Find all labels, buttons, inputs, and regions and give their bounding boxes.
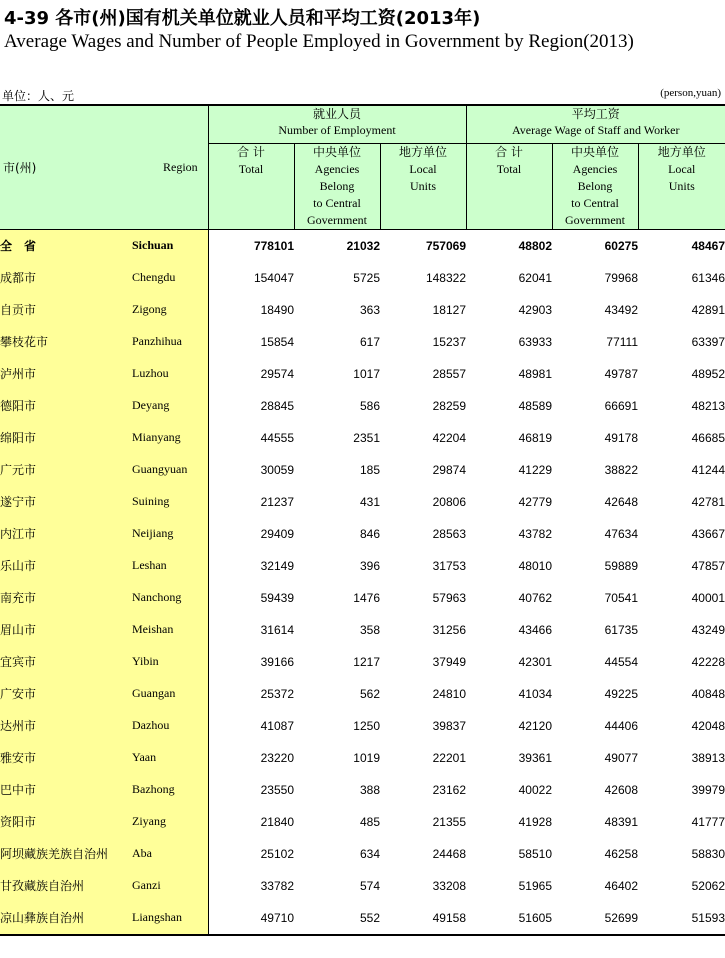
row-value: 552 <box>294 902 380 935</box>
row-value: 44406 <box>604 718 638 733</box>
row-value: 358 <box>359 622 380 637</box>
header-region: Region <box>132 105 208 229</box>
row-value: 24810 <box>432 686 466 701</box>
unit-label-cn: 单位：人、元 <box>2 89 75 103</box>
row-value: 23220 <box>260 750 294 765</box>
row-city-name: 眉山市 <box>0 614 132 646</box>
row-value: 63397 <box>691 334 725 349</box>
row-value: 33782 <box>260 878 294 893</box>
row-region-name: Nanchong <box>132 582 208 614</box>
row-region-name: Yibin <box>132 646 208 678</box>
table-row <box>0 294 725 326</box>
row-value: 49077 <box>604 750 638 765</box>
header-central-cn: 中央单位 <box>312 144 361 159</box>
table-row <box>0 229 725 262</box>
row-value: 42891 <box>691 302 725 317</box>
unit-label-en: (person,yuan) <box>660 87 721 99</box>
row-value: 30059 <box>260 462 294 477</box>
row-value: 40022 <box>518 782 552 797</box>
header-emp-local <box>380 143 466 229</box>
table-row <box>0 518 725 550</box>
row-value: 1217 <box>353 654 380 669</box>
row-region-name: Guangyuan <box>132 454 208 486</box>
table-row <box>0 582 725 614</box>
header-central-en-1: Agencies <box>314 161 360 176</box>
row-value: 39361 <box>518 750 552 765</box>
row-value: 46685 <box>691 430 725 445</box>
row-value: 1250 <box>353 718 380 733</box>
row-value: 24468 <box>432 846 466 861</box>
row-value: 846 <box>359 526 380 541</box>
row-value: 41034 <box>518 686 552 701</box>
table-row <box>0 838 725 870</box>
row-value: 154047 <box>253 270 294 285</box>
header-wage-central-en-4: Government <box>565 212 625 227</box>
row-city-name: 乐山市 <box>0 550 132 582</box>
row-value: 757069 <box>425 238 466 253</box>
row-value: 22201 <box>432 750 466 765</box>
row-value: 42228 <box>691 654 725 669</box>
table-row <box>0 614 725 646</box>
row-value: 47634 <box>604 526 638 541</box>
header-wage-cn: 平均工资 <box>571 107 620 121</box>
header-wage-total-en: Total <box>496 161 522 176</box>
row-region-name: Zigong <box>132 294 208 326</box>
row-value: 59439 <box>260 590 294 605</box>
row-value: 1476 <box>353 590 380 605</box>
row-city-name: 德阳市 <box>0 390 132 422</box>
row-region-name: Suining <box>132 486 208 518</box>
table-row <box>0 742 725 774</box>
row-city-name: 遂宁市 <box>0 486 132 518</box>
row-city-name: 成都市 <box>0 262 132 294</box>
row-value: 48981 <box>518 366 552 381</box>
row-value: 40848 <box>691 686 725 701</box>
header-wage-central-en-2: Belong <box>577 178 613 193</box>
row-value: 431 <box>359 494 380 509</box>
header-total-en: Total <box>238 161 264 176</box>
row-value: 29574 <box>260 366 294 381</box>
row-value: 485 <box>359 814 380 829</box>
row-value: 43782 <box>518 526 552 541</box>
row-city-name: 攀枝花市 <box>0 326 132 358</box>
row-region-name: Luzhou <box>132 358 208 390</box>
row-city-name: 泸州市 <box>0 358 132 390</box>
row-region-name: Yaan <box>132 742 208 774</box>
row-value: 41229 <box>518 462 552 477</box>
header-wage-local <box>638 143 725 229</box>
row-city-name: 南充市 <box>0 582 132 614</box>
row-value: 18490 <box>260 302 294 317</box>
row-value: 574 <box>359 878 380 893</box>
row-value: 38822 <box>604 462 638 477</box>
header-emp-total <box>208 143 294 229</box>
row-value: 148322 <box>425 270 466 285</box>
header-city: 市(州) <box>0 105 132 229</box>
row-value: 778101 <box>253 238 294 253</box>
row-value: 185 <box>359 462 380 477</box>
row-value: 42648 <box>604 494 638 509</box>
row-value: 48802 <box>518 238 552 253</box>
row-region-name: Panzhihua <box>132 326 208 358</box>
row-value: 77111 <box>606 334 638 349</box>
row-value: 23162 <box>432 782 466 797</box>
data-table <box>0 104 725 936</box>
row-value: 15854 <box>260 334 294 349</box>
table-row <box>0 262 725 294</box>
header-employment-en: Number of Employment <box>278 123 396 137</box>
row-value: 60275 <box>604 238 638 253</box>
row-value: 46258 <box>604 846 638 861</box>
header-wage-local-cn: 地方单位 <box>657 144 706 159</box>
row-value: 42779 <box>518 494 552 509</box>
row-city-name: 巴中市 <box>0 774 132 806</box>
row-region-name: Sichuan <box>132 229 208 262</box>
header-employment <box>208 105 466 143</box>
table-row <box>0 646 725 678</box>
row-value: 43466 <box>518 622 552 637</box>
header-employment-cn: 就业人员 <box>312 107 361 121</box>
row-region-name: Ganzi <box>132 870 208 902</box>
row-value: 31753 <box>432 558 466 573</box>
header-wage-total <box>466 143 552 229</box>
header-wage-central-cn: 中央单位 <box>570 144 619 159</box>
header-wage-central-en-1: Agencies <box>572 161 618 176</box>
row-value: 51605 <box>466 902 552 935</box>
row-region-name: Chengdu <box>132 262 208 294</box>
row-value: 28845 <box>260 398 294 413</box>
page-title-cn: 4-39 各市(州)国有机关单位就业人员和平均工资(2013年) <box>4 8 481 29</box>
row-value: 39837 <box>432 718 466 733</box>
row-value: 58830 <box>691 846 725 861</box>
row-city-name: 资阳市 <box>0 806 132 838</box>
row-value: 49158 <box>380 902 466 935</box>
row-value: 29409 <box>260 526 294 541</box>
header-central-en-2: Belong <box>319 178 355 193</box>
row-value: 363 <box>359 302 380 317</box>
row-city-name: 自贡市 <box>0 294 132 326</box>
row-value: 61346 <box>691 270 725 285</box>
page-title-en: Average Wages and Number of People Employed in Government by Region(2013) <box>4 31 634 52</box>
row-value: 5725 <box>353 270 380 285</box>
row-region-name: Aba <box>132 838 208 870</box>
row-value: 44554 <box>604 654 638 669</box>
row-value: 20806 <box>432 494 466 509</box>
row-value: 43492 <box>604 302 638 317</box>
header-wage-en: Average Wage of Staff and Worker <box>512 123 680 137</box>
row-value: 1017 <box>353 366 380 381</box>
row-value: 42301 <box>518 654 552 669</box>
table-row <box>0 774 725 806</box>
table-row <box>0 358 725 390</box>
row-value: 41244 <box>691 462 725 477</box>
table-row <box>0 806 725 838</box>
row-value: 41087 <box>260 718 294 733</box>
row-value: 21355 <box>432 814 466 829</box>
row-city-name: 绵阳市 <box>0 422 132 454</box>
row-value: 28563 <box>432 526 466 541</box>
row-value: 2351 <box>353 430 380 445</box>
row-value: 38913 <box>691 750 725 765</box>
row-value: 41928 <box>518 814 552 829</box>
row-region-name: Dazhou <box>132 710 208 742</box>
row-city-name: 宜宾市 <box>0 646 132 678</box>
header-central-en-3: to Central <box>313 195 361 210</box>
table-row <box>0 326 725 358</box>
row-region-name: Bazhong <box>132 774 208 806</box>
row-city-name: 广元市 <box>0 454 132 486</box>
header-total-cn: 合 计 <box>237 144 265 159</box>
row-value: 586 <box>359 398 380 413</box>
row-value: 48589 <box>518 398 552 413</box>
row-value: 49710 <box>208 902 294 935</box>
row-value: 18127 <box>432 302 466 317</box>
row-value: 42608 <box>604 782 638 797</box>
row-value: 58510 <box>518 846 552 861</box>
row-value: 48213 <box>691 398 725 413</box>
row-value: 61735 <box>604 622 638 637</box>
row-city-name: 全省 <box>0 229 132 262</box>
table-row <box>0 678 725 710</box>
row-value: 62041 <box>518 270 552 285</box>
row-value: 28259 <box>432 398 466 413</box>
row-value: 46819 <box>518 430 552 445</box>
row-value: 52699 <box>552 902 638 935</box>
header-wage <box>466 105 725 143</box>
row-value: 562 <box>359 686 380 701</box>
row-value: 23550 <box>260 782 294 797</box>
row-city-name: 甘孜藏族自治州 <box>0 870 132 902</box>
row-value: 48391 <box>604 814 638 829</box>
row-value: 44555 <box>260 430 294 445</box>
row-value: 33208 <box>432 878 466 893</box>
header-local-en-1: Local <box>409 161 437 176</box>
table-row <box>0 422 725 454</box>
row-value: 51593 <box>638 902 725 935</box>
row-value: 32149 <box>260 558 294 573</box>
row-value: 42903 <box>518 302 552 317</box>
row-region-name: Ziyang <box>132 806 208 838</box>
table-row <box>0 710 725 742</box>
row-value: 52062 <box>691 878 725 893</box>
header-emp-central <box>294 143 380 229</box>
row-region-name: Leshan <box>132 550 208 582</box>
row-region-name: Mianyang <box>132 422 208 454</box>
row-value: 79968 <box>604 270 638 285</box>
row-value: 634 <box>359 846 380 861</box>
row-value: 49225 <box>604 686 638 701</box>
header-wage-central <box>552 143 638 229</box>
row-value: 46402 <box>604 878 638 893</box>
row-value: 42048 <box>691 718 725 733</box>
table-row <box>0 454 725 486</box>
row-value: 49787 <box>604 366 638 381</box>
row-value: 42120 <box>518 718 552 733</box>
row-value: 47857 <box>691 558 725 573</box>
row-value: 25372 <box>260 686 294 701</box>
row-city-name: 雅安市 <box>0 742 132 774</box>
table-row <box>0 550 725 582</box>
row-value: 43667 <box>691 526 725 541</box>
row-value: 388 <box>359 782 380 797</box>
header-wage-local-en-2: Units <box>668 178 695 193</box>
table-row <box>0 390 725 422</box>
row-value: 49178 <box>604 430 638 445</box>
header-wage-central-en-3: to Central <box>571 195 619 210</box>
table-row <box>0 486 725 518</box>
row-city-name: 内江市 <box>0 518 132 550</box>
row-value: 57963 <box>432 590 466 605</box>
row-value: 15237 <box>432 334 466 349</box>
row-value: 40001 <box>691 590 725 605</box>
row-value: 70541 <box>604 590 638 605</box>
row-value: 21237 <box>260 494 294 509</box>
row-value: 37949 <box>432 654 466 669</box>
header-local-cn: 地方单位 <box>398 144 447 159</box>
row-city-name: 广安市 <box>0 678 132 710</box>
table-row <box>0 870 725 902</box>
row-value: 41777 <box>691 814 725 829</box>
row-value: 28557 <box>432 366 466 381</box>
row-value: 40762 <box>518 590 552 605</box>
row-city-name: 凉山彝族自治州 <box>0 902 132 935</box>
row-region-name: Neijiang <box>132 518 208 550</box>
row-value: 1019 <box>353 750 380 765</box>
row-value: 39166 <box>260 654 294 669</box>
row-value: 31614 <box>260 622 294 637</box>
row-value: 43249 <box>691 622 725 637</box>
header-wage-local-en-1: Local <box>668 161 696 176</box>
table-row <box>0 902 725 935</box>
header-central-en-4: Government <box>307 212 367 227</box>
row-region-name: Liangshan <box>132 902 208 935</box>
row-value: 25102 <box>260 846 294 861</box>
row-value: 48952 <box>691 366 725 381</box>
row-value: 31256 <box>432 622 466 637</box>
row-value: 48010 <box>518 558 552 573</box>
row-region-name: Meishan <box>132 614 208 646</box>
row-city-name: 阿坝藏族羌族自治州 <box>0 838 132 870</box>
row-value: 29874 <box>432 462 466 477</box>
row-value: 42781 <box>691 494 725 509</box>
row-value: 51965 <box>518 878 552 893</box>
row-value: 59889 <box>604 558 638 573</box>
row-value: 396 <box>359 558 380 573</box>
row-value: 63933 <box>518 334 552 349</box>
header-local-en-2: Units <box>409 178 436 193</box>
row-city-name: 达州市 <box>0 710 132 742</box>
row-value: 21032 <box>346 238 380 253</box>
row-value: 48467 <box>691 238 725 253</box>
row-value: 21840 <box>260 814 294 829</box>
row-region-name: Guangan <box>132 678 208 710</box>
header-wage-total-cn: 合 计 <box>495 144 523 159</box>
row-value: 66691 <box>604 398 638 413</box>
row-value: 617 <box>359 334 380 349</box>
row-value: 39979 <box>691 782 725 797</box>
row-region-name: Deyang <box>132 390 208 422</box>
row-value: 42204 <box>432 430 466 445</box>
